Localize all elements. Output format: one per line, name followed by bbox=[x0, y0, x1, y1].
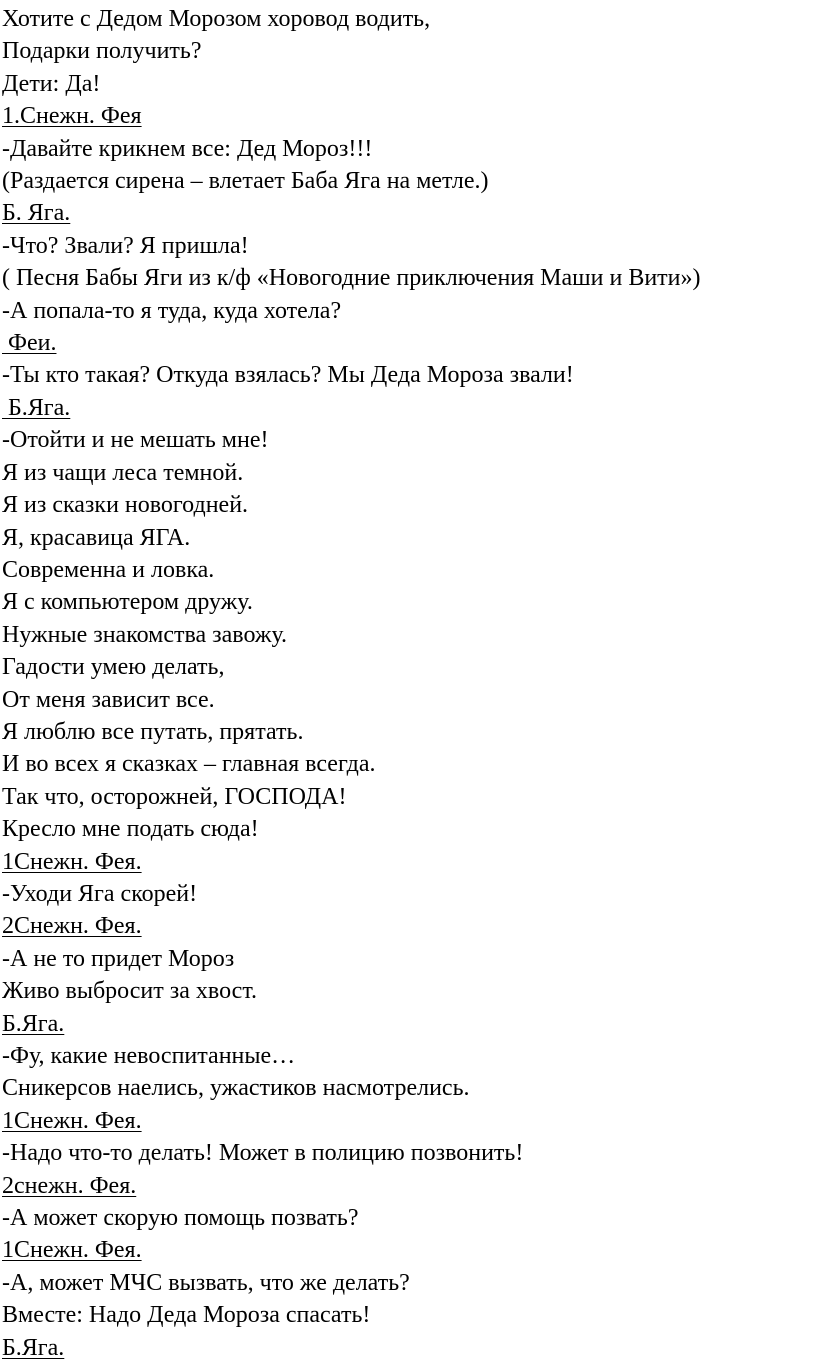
script-line: -А может скорую помощь позвать? bbox=[2, 1205, 359, 1232]
script-line: -А попала-то я туда, куда хотела? bbox=[2, 297, 342, 324]
script-line: -Уходи Яга скорей! bbox=[2, 880, 198, 907]
script-line: Подарки получить? bbox=[2, 38, 202, 65]
script-line: Дети: Да! bbox=[2, 70, 101, 97]
script-line: И во всех я сказках – главная всегда. bbox=[2, 751, 376, 778]
script-line: Так что, осторожней, ГОСПОДА! bbox=[2, 783, 347, 810]
script-line: -Что? Звали? Я пришла! bbox=[2, 232, 249, 259]
speaker-label: 1Снежн. Фея. bbox=[2, 1237, 142, 1264]
script-line: Я, красавица ЯГА. bbox=[2, 524, 191, 551]
speaker-label: 1.Снежн. Фея bbox=[2, 103, 142, 130]
speaker-label: Б.Яга. bbox=[2, 394, 71, 421]
script-line: Я с компьютером дружу. bbox=[2, 589, 253, 616]
speaker-label: Б.Яга. bbox=[2, 1334, 65, 1361]
speaker-label: 2снежн. Фея. bbox=[2, 1172, 137, 1199]
script-line: (Раздается сирена – влетает Баба Яга на метле.) bbox=[2, 168, 489, 195]
script-line: -Надо что-то делать! Может в полицию позвонить! bbox=[2, 1140, 524, 1167]
script-line: ( Песня Бабы Яги из к/ф «Новогодние приключения Маши и Вити») bbox=[2, 265, 701, 292]
speaker-label: 2Снежн. Фея. bbox=[2, 913, 142, 940]
speaker-label: Феи. bbox=[2, 330, 57, 357]
script-line: Гадости умею делать, bbox=[2, 654, 225, 681]
script-line: От меня зависит все. bbox=[2, 686, 215, 713]
script-line: Живо выбросит за хвост. bbox=[2, 978, 257, 1005]
script-line: Нужные знакомства завожу. bbox=[2, 621, 288, 648]
script-line: -Фу, какие невоспитанные… bbox=[2, 1043, 296, 1069]
script-line: Я люблю все путать, прятать. bbox=[2, 718, 304, 745]
script-line: Сникерсов наелись, ужастиков насмотрелись. bbox=[2, 1075, 470, 1102]
script-line: Современна и ловка. bbox=[2, 556, 215, 583]
speaker-label: Б.Яга. bbox=[2, 1010, 65, 1037]
script-line: Я из чащи леса темной. bbox=[2, 459, 244, 486]
script-line: Я из сказки новогодней. bbox=[2, 492, 249, 519]
speaker-label: 1Снежн. Фея. bbox=[2, 848, 142, 875]
script-line: -Давайте крикнем все: Дед Мороз!!! bbox=[2, 135, 373, 162]
script-line: Кресло мне подать сюда! bbox=[2, 816, 259, 843]
script-line: -А не то придет Мороз bbox=[2, 945, 235, 972]
speaker-label: Б. Яга. bbox=[2, 200, 71, 227]
speaker-label: 1Снежн. Фея. bbox=[2, 1107, 142, 1134]
script-line: -А, может МЧС вызвать, что же делать? bbox=[2, 1269, 410, 1296]
script-line: Хотите с Дедом Морозом хоровод водить, bbox=[2, 6, 431, 32]
script-line: Вместе: Надо Деда Мороза спасать! bbox=[2, 1302, 371, 1329]
script-line: -Отойти и не мешать мне! bbox=[2, 427, 269, 454]
script-line: -Ты кто такая? Откуда взялась? Мы Деда Мороза звали! bbox=[2, 362, 574, 389]
